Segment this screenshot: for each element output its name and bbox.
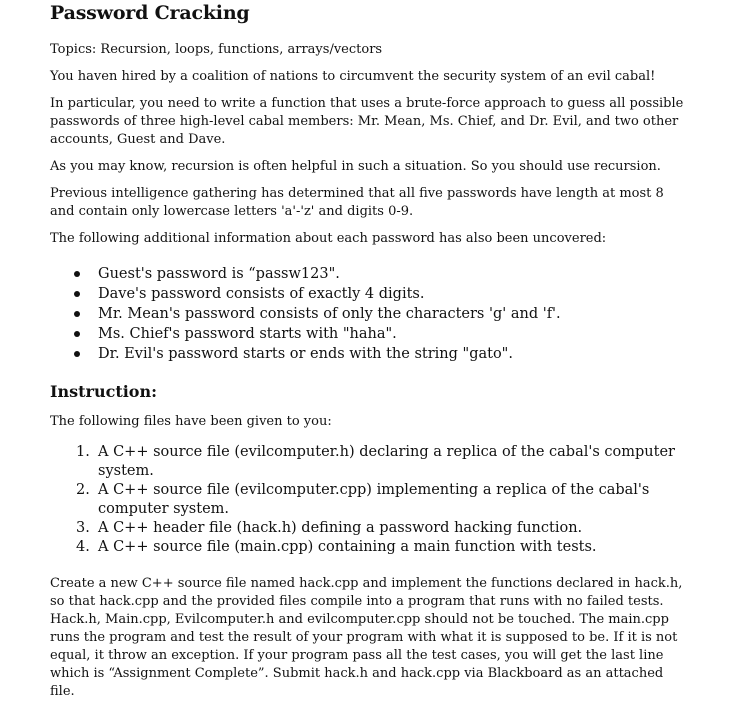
list-item: Dave's password consists of exactly 4 digits. (74, 284, 689, 304)
password-hints-list (50, 264, 689, 364)
list-item: Ms. Chief's password starts with "haha". (74, 324, 689, 344)
list-item: 3. A C++ header file (hack.h) defining a password hacking function. (76, 520, 583, 536)
recursion-paragraph: As you may know, recursion is often helpful in such a situation. So you should use recursion. (50, 159, 661, 174)
additional-paragraph: The following additional information about each password has also been uncovered: (50, 231, 607, 246)
list-item: 1. A C++ source file (evilcomputer.h) declaring a replica of the cabal's computer system. (76, 444, 675, 479)
page-title: Password Cracking (50, 2, 250, 24)
bullet-icon (74, 291, 80, 297)
list-item: 4. A C++ source file (main.cpp) containing a main function with tests. (76, 539, 597, 555)
bullet-icon (74, 331, 80, 337)
intro-paragraph: You haven hired by a coalition of nations to circumvent the security system of an evil cabal! (50, 69, 656, 84)
list-item: Guest's password is “passw123". (74, 264, 689, 284)
list-item: Mr. Mean's password consists of only the characters 'g' and 'f'. (74, 304, 689, 324)
particular-paragraph: In particular, you need to write a function that uses a brute-force approach to guess all possible passwords of three high-level cabal members: Mr. Mean, Ms. Chief, and Dr. Evil, and two other accounts, Guest and Dave. (50, 96, 684, 147)
bullet-icon (74, 271, 80, 277)
instruction-heading: Instruction: (50, 382, 157, 401)
list-item: 2. A C++ source file (evilcomputer.cpp) implementing a replica of the cabal's computer system. (76, 482, 650, 517)
files-intro: The following files have been given to you: (50, 414, 332, 429)
submission-paragraph: Create a new C++ source file named hack.cpp and implement the functions declared in hack.h, so that hack.cpp and the provided files compile into a program that runs with no failed tests. Hack.h, Main.cpp, Evilcomputer.h and evilcomputer.cpp should not be touched. The main.cpp runs the program and test the result of your program with what it is supposed to be. If it is not equal, it throw an exception. If your program pass all the test cases, you will get the last line which is “Assignment Complete”. Submit hack.h and hack.cpp via Blackboard as an attached file. (50, 576, 683, 699)
list-item: Dr. Evil's password starts or ends with the string "gato". (74, 344, 689, 364)
intel-paragraph: Previous intelligence gathering has determined that all five passwords have length at most 8 and contain only lowercase letters 'a'-'z' and digits 0-9. (50, 186, 664, 219)
files-list (50, 443, 689, 557)
bullet-icon (74, 351, 80, 357)
topics-line: Topics: Recursion, loops, functions, arrays/vectors (50, 42, 383, 57)
bullet-icon (74, 311, 80, 317)
